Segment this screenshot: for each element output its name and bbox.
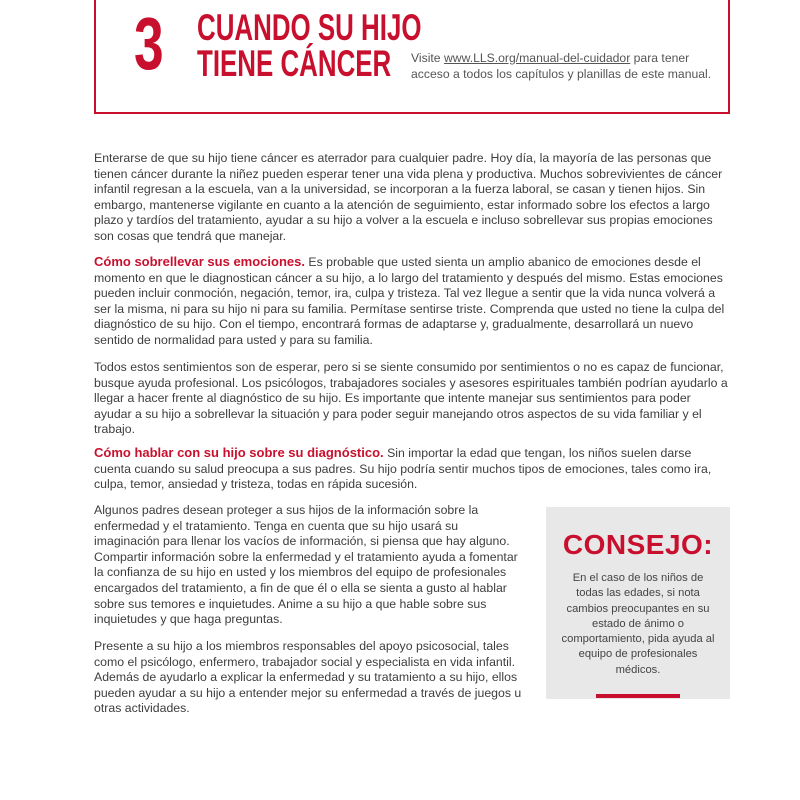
visit-suffix: para tener acceso a todos los capítulos y planillas de este manual. xyxy=(411,51,712,81)
manual-link[interactable]: www.LLS.org/manual-del-cuidador xyxy=(443,51,631,65)
psychosocial-paragraph: Presente a su hijo a los miembros responsables del apoyo psicosocial, tales como el psicólogo, enfermero, trabajador social y especialista en vida infantil. Además de ayudarlo a explicar la enfermedad y su tratamiento a su hijo, ellos pueden ayudar a su hijo a entender mejor su enfermedad a través de juegos u otras actividades. xyxy=(94,639,522,716)
visit-note xyxy=(411,50,721,82)
talking-text: Sin importar la edad que tengan, los niños suelen darse cuenta cuando su salud preocupa a sus padres. Su hijo podría sentir muchos tipos de emociones, tales como ira, culpa, temor, ansiedad y tristeza, todas en rápida sucesión. xyxy=(94,446,712,492)
emotions-paragraph xyxy=(94,254,730,349)
intro-paragraph: Enterarse de que su hijo tiene cáncer es aterrador para cualquier padre. Hoy día, la mayoría de las personas que tienen cáncer durante la niñez pueden esperar tener una vida plena y productiva. Muchos sobrevivientes de cáncer infantil regresan a la escuela, van a la universidad, se incorporan a la fuerza laboral, se casan y tienen hijos. Sin embargo, mantenerse vigilante en cuanto a la atención de seguimiento, estar informado sobre los efectos a largo plazo y tardíos del tratamiento, ayudar a su hijo a volver a la escuela e incluso sobrellevar sus propias emociones son cosas que tendrá que manejar. xyxy=(94,151,723,243)
emotions-heading: Cómo sobrellevar sus emociones. xyxy=(94,254,305,269)
professional-help-paragraph: Todos estos sentimientos son de esperar, pero si se siente consumido por sentimientos o no es capaz de funcionar, busque ayuda profesional. Los psicólogos, trabajadores sociales y asesores espirituales también podrían ayudarlo a llegar a hacer frente al diagnóstico de su hijo. Es importante que intente manejar sus sentimientos para poder ayudar a su hijo a sobrellevar la situación y para poder seguir manejando otros aspectos de su vida familiar y el trabajo. xyxy=(94,360,728,437)
tip-title: CONSEJO: xyxy=(562,529,714,560)
talking-heading: Cómo hablar con su hijo sobre su diagnóstico. xyxy=(94,445,384,460)
chapter-title-line-1: CUANDO SU HIJO xyxy=(197,7,422,48)
tip-divider xyxy=(596,694,680,698)
talking-paragraph xyxy=(94,445,730,493)
information-paragraph: Algunos padres desean proteger a sus hijos de la información sobre la enfermedad y el tratamiento. Tenga en cuenta que su hijo usará su imaginación para llenar los vacíos de información, si piensa que hay alguno. Compartir información sobre la enfermedad y el tratamiento ayuda a fomentar la confianza de su hijo en usted y los miembros del equipo de profesionales encargados del tratamiento, a fin de que él o ella se sienta a gusto al hablar sobre sus temores e inquietudes. Anime a su hijo a que hable sobre sus inquietudes y que haga preguntas. xyxy=(94,503,518,627)
emotions-text: Es probable que usted sienta un amplio abanico de emociones desde el momento en que le diagnostican cáncer a su hijo, a lo largo del tratamiento y después del mismo. Estas emociones pueden incluir conmoción, negación, temor, ira, culpa y tristeza. Tal vez llegue a sentir que la vida nunca volverá a ser la misma, ni para su hijo ni para su familia. Permítase sentirse triste. Comprenda que usted no tiene la culpa del diagnóstico de su hijo. Con el tiempo, encontrará formas de adaptarse y, gradualmente, desarrollará un nuevo sentido de normalidad para usted y para su familia. xyxy=(94,255,725,347)
chapter-title-line-2: TIENE CÁNCER xyxy=(197,43,392,84)
tip-text: En el caso de los niños de todas las edades, si nota cambios preocupantes en su estado de ánimo o comportamiento, pida ayuda al equipo de profesionales médicos. xyxy=(561,572,715,676)
chapter-title xyxy=(197,7,422,84)
tip-box xyxy=(546,507,730,699)
chapter-number: 3 xyxy=(134,2,164,85)
visit-prefix: Visite xyxy=(411,51,444,65)
